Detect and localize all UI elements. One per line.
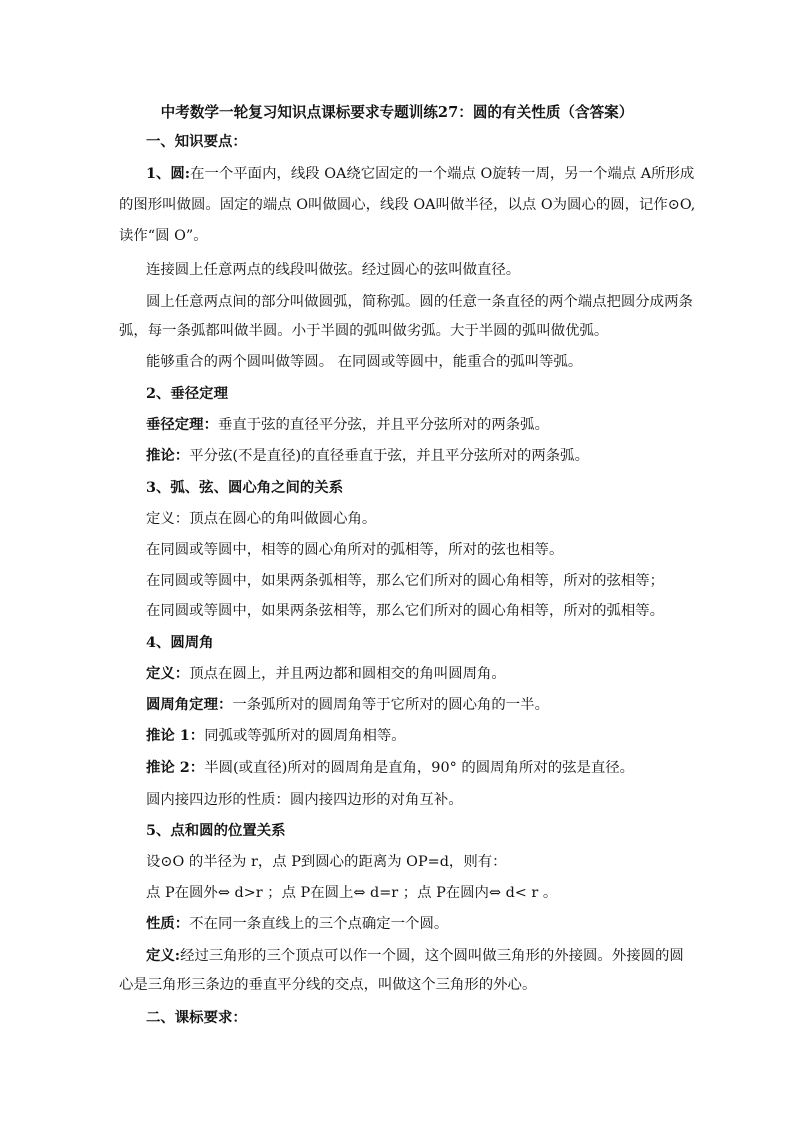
definition-text: 经过三角形的三个顶点可以作一个圆，这个圆叫做三角形的外接圆。外接圆的圆 (180, 948, 684, 964)
theorem-text: 一条弧所对的圆周角等于它所对的圆心角的一半。 (232, 697, 549, 713)
theorem-text: 垂直于弦的直径平分弦，并且平分弦所对的两条弧。 (217, 417, 549, 433)
point-circle-setup: 设⊙O 的半径为 r，点 P到圆心的距离为 OP=d，则有： (146, 854, 507, 870)
arc-chord-angle-relation-3: 在同圆或等圆中，如果两条弦相等，那么它们所对的圆心角相等，所对的弧相等。 (146, 603, 665, 619)
circle-definition-line-1 (146, 164, 694, 184)
section-heading-knowledge-points: 一、知识要点： (146, 133, 247, 150)
property-label: 性质： (146, 915, 190, 932)
corollary-label: 推论： (146, 447, 190, 464)
circle-definition-line-2: 的图形叫做圆。固定的端点 O叫做圆心，线段 OA叫做半径，以点 O为圆心的圆，记作⊙O, (119, 197, 696, 213)
section-heading-curriculum-requirements: 二、课标要求： (146, 1009, 247, 1026)
definition-label: 定义： (146, 665, 190, 682)
corollary-2-text: 半圆(或直径)所对的圆周角是直角，90° 的圆周角所对的弦是直径。 (204, 760, 635, 776)
corollary-text: 平分弦(不是直径)的直径垂直于弦，并且平分弦所对的两条弧。 (189, 448, 589, 464)
inscribed-angle-corollary-1 (146, 726, 406, 746)
inscribed-angle-heading: 4、圆周角 (146, 634, 214, 651)
three-points-property (146, 914, 448, 934)
point-circle-relations: 点 P在圆外⇔ d>r ；点 P在圆上⇔ d=r ；点 P在圆内⇔ d< r 。 (146, 885, 558, 901)
arc-chord-angle-relation-1: 在同圆或等圆中，相等的圆心角所对的弧相等，所对的弦也相等。 (146, 542, 564, 558)
inscribed-angle-theorem (146, 695, 549, 715)
corollary-1-text: 同弧或等弧所对的圆周角相等。 (204, 728, 406, 744)
definition-text: 顶点在圆上，并且两边都和圆相交的角叫圆周角。 (189, 666, 506, 682)
point-circle-position-heading: 5、点和圆的位置关系 (146, 822, 286, 839)
arc-chord-angle-heading: 3、弧、弦、圆心角之间的关系 (146, 479, 344, 496)
equal-circle-definition: 能够重合的两个圆叫做等圆。 在同圆或等圆中，能重合的弧叫等弧。 (146, 354, 583, 370)
arc-definition-line-2: 弧，每一条弧都叫做半圆。小于半圆的弧叫做劣弧。大于半圆的弧叫做优弧。 (119, 323, 609, 339)
inscribed-angle-definition (146, 664, 506, 684)
perpendicular-diameter-theorem (146, 415, 549, 435)
document-title: 中考数学一轮复习知识点课标要求专题训练27：圆的有关性质（含答案） (160, 104, 634, 121)
inscribed-angle-corollary-2 (146, 758, 634, 778)
circumcircle-definition-line-2: 心是三角形三条边的垂直平分线的交点，叫做这个三角形的外心。 (119, 977, 537, 993)
circle-definition-text-1: 在一个平面内，线段 OA绕它固定的一个端点 O旋转一周，另一个端点 A所形成 (190, 166, 695, 182)
theorem-label: 垂径定理： (146, 416, 218, 433)
circle-definition-line-3: 读作“圆 O”。 (119, 228, 208, 244)
circumcircle-definition-line-1 (146, 946, 684, 966)
central-angle-definition: 定义：顶点在圆心的角叫做圆心角。 (146, 511, 377, 527)
theorem-label: 圆周角定理： (146, 696, 233, 713)
definition-label: 定义: (146, 947, 181, 964)
arc-definition-line-1: 圆上任意两点间的部分叫做圆弧，简称弧。圆的任意一条直径的两个端点把圆分成两条 (146, 294, 693, 310)
corollary-2-label: 推论 2： (146, 759, 205, 776)
perpendicular-diameter-heading: 2、垂径定理 (146, 385, 228, 402)
property-text: 不在同一条直线上的三个点确定一个圆。 (189, 916, 449, 932)
corollary-1-label: 推论 1： (146, 727, 205, 744)
chord-definition: 连接圆上任意两点的线段叫做弦。经过圆心的弦叫做直径。 (146, 262, 521, 278)
cyclic-quadrilateral-property: 圆内接四边形的性质：圆内接四边形的对角互补。 (146, 792, 463, 808)
arc-chord-angle-relation-2: 在同圆或等圆中，如果两条弧相等，那么它们所对的圆心角相等，所对的弦相等； (146, 573, 665, 589)
perpendicular-diameter-corollary (146, 446, 589, 466)
circle-label: 1、圆: (146, 165, 191, 182)
